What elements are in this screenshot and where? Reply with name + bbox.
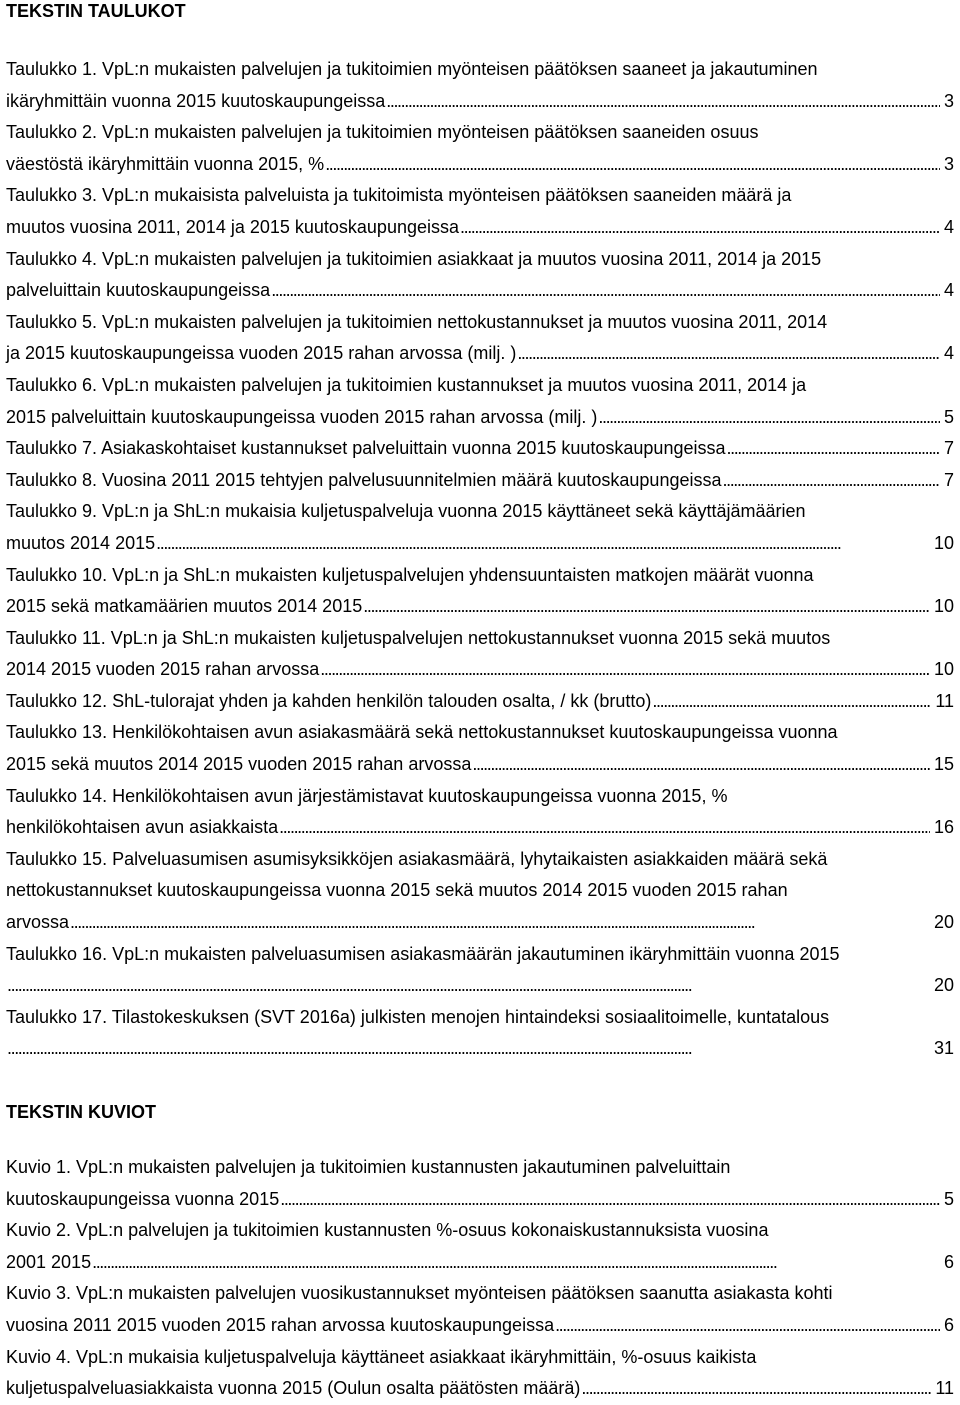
figure-entry-page-number: 6 (943, 1314, 954, 1335)
table-entry-title: Taulukko 5. VpL:n mukaisten palvelujen ja tukitoimien nettokustannukset ja muutos vuosina 2011, 2014 (6, 311, 828, 332)
dot-leader (279, 812, 930, 844)
table-entry-title: Taulukko 16. VpL:n mukaisten palveluasumisen asiakasmäärän jakautuminen ikäryhmittäin vuonna 2015 (6, 943, 840, 964)
dot-leader (271, 275, 940, 307)
toc-line (6, 1342, 954, 1374)
table-entry-title: väestöstä ikäryhmittäin vuonna 2015, % (6, 153, 325, 174)
figure-entry-title: Kuvio 1. VpL:n mukaisten palvelujen ja tukitoimien kustannusten jakautuminen palveluittain (6, 1157, 731, 1177)
table-entry[interactable] (6, 1002, 954, 1065)
toc-line (6, 1310, 954, 1342)
figure-entry-page-number: 5 (943, 1188, 954, 1209)
table-entry[interactable] (6, 939, 954, 1002)
figure-entry-title: kuutoskaupungeissa vuonna 2015 (6, 1188, 280, 1209)
table-entry-title: 2015 sekä muutos 2014 2015 vuoden 2015 rahan arvossa (6, 754, 472, 775)
table-entry[interactable] (6, 686, 954, 718)
table-entry-title: Taulukko 4. VpL:n mukaisten palvelujen ja tukitoimien asiakkaat ja muutos vuosina 2011, 2014 ja 2015 (6, 248, 822, 269)
table-entry-page-number: 3 (943, 153, 954, 174)
figure-entry[interactable] (6, 1278, 954, 1341)
dot-leader (280, 1184, 940, 1216)
figure-entry-page-number: 11 (935, 1378, 954, 1399)
table-entry-title: nettokustannukset kuutoskaupungeissa vuonna 2015 sekä muutos 2014 2015 vuoden 2015 rahan (6, 880, 788, 901)
table-entry-page-number: 10 (933, 596, 954, 617)
table-entry-page-number: 20 (933, 975, 954, 996)
table-entry[interactable] (6, 54, 954, 117)
table-entry-title: Taulukko 10. VpL:n ja ShL:n mukaisten kuljetuspalvelujen yhdensuuntaisten matkojen määrät vuonna (6, 564, 814, 585)
table-entry[interactable] (6, 370, 954, 433)
dot-leader (320, 654, 930, 686)
figure-entry[interactable] (6, 1152, 954, 1215)
table-entry-title: ikäryhmittäin vuonna 2015 kuutoskaupungeissa (6, 90, 386, 111)
figure-entry[interactable] (6, 1342, 954, 1405)
table-entry-title: Taulukko 6. VpL:n mukaisten palvelujen ja tukitoimien kustannukset ja muutos vuosina 2011, 2014 ja (6, 374, 807, 395)
table-entry-page-number: 4 (943, 280, 954, 301)
table-entry[interactable] (6, 560, 954, 623)
toc-line (6, 970, 954, 1002)
toc-line (6, 465, 954, 497)
table-entry-title: Taulukko 14. Henkilökohtaisen avun järjestämistavat kuutoskaupungeissa vuonna 2015, % (6, 785, 728, 806)
table-entry-title: Taulukko 17. Tilastokeskuksen (SVT 2016a) julkisten menojen hintaindeksi sosiaalitoimelle, kuntatalous (6, 1006, 830, 1027)
toc-line (6, 844, 954, 876)
table-entry-page-number: 7 (943, 438, 954, 459)
dot-leader (92, 1247, 940, 1279)
toc-line (6, 1152, 954, 1184)
dot-leader (652, 686, 931, 718)
table-entry-title: Taulukko 7. Asiakaskohtaiset kustannukset palveluittain vuonna 2015 kuutoskaupungeissa (6, 438, 726, 459)
dot-leader (156, 528, 930, 560)
table-entry-title: muutos 2014 2015 (6, 532, 156, 553)
table-entry-page-number: 3 (943, 90, 954, 111)
dot-leader (325, 149, 940, 181)
figure-entry-title: Kuvio 2. VpL:n palvelujen ja tukitoimien kustannusten %-osuus kokonaiskustannuksista vuosina (6, 1220, 769, 1241)
table-entry-title: Taulukko 12. ShL-tulorajat yhden ja kahden henkilön talouden osalta, / kk (brutto) (6, 690, 652, 711)
table-entry-page-number: 4 (943, 216, 954, 237)
table-entry[interactable] (6, 781, 954, 844)
toc-line (6, 117, 954, 149)
toc-line (6, 591, 954, 623)
toc-line (6, 939, 954, 971)
table-entry-page-number: 16 (933, 817, 954, 838)
table-entry-title: 2014 2015 vuoden 2015 rahan arvossa (6, 659, 320, 680)
table-entry[interactable] (6, 623, 954, 686)
dot-leader (386, 86, 940, 118)
table-entry-title: ja 2015 kuutoskaupungeissa vuoden 2015 rahan arvossa (milj. ) (6, 343, 517, 364)
toc-line (6, 654, 954, 686)
table-entry[interactable] (6, 307, 954, 370)
table-entry-page-number: 7 (943, 469, 954, 490)
table-entry[interactable] (6, 844, 954, 939)
table-entry[interactable] (6, 180, 954, 243)
toc-line (6, 1373, 954, 1405)
tables-heading: TEKSTIN TAULUKOT (6, 1, 186, 21)
dot-leader (517, 338, 940, 370)
figures-toc-list (6, 1152, 954, 1405)
figure-entry-title: Kuvio 4. VpL:n mukaisia kuljetuspalveluja käyttäneet asiakkaat ikäryhmittäin, %-osuus kaikista (6, 1346, 757, 1367)
toc-line (6, 1247, 954, 1279)
toc-line (6, 338, 954, 370)
toc-line (6, 717, 954, 749)
table-entry-title: Taulukko 2. VpL:n mukaisten palvelujen ja tukitoimien myönteisen päätöksen saaneiden osuus (6, 122, 759, 143)
dot-leader (598, 402, 940, 434)
table-entry-title: Taulukko 15. Palveluasumisen asumisyksikköjen asiakasmäärä, lyhytaikaisten asiakkaiden määrä sekä (6, 848, 828, 869)
toc-line (6, 402, 954, 434)
toc-line (6, 1033, 954, 1065)
table-entry-title: Taulukko 13. Henkilökohtaisen avun asiakasmäärä sekä nettokustannukset kuutoskaupungeissa vuonna (6, 722, 838, 743)
toc-line (6, 496, 954, 528)
dot-leader (7, 1033, 930, 1065)
table-entry-title: Taulukko 11. VpL:n ja ShL:n mukaisten kuljetuspalvelujen nettokustannukset vuonna 2015 sekä muutos (6, 627, 831, 648)
table-entry-page-number: 11 (935, 690, 954, 711)
dot-leader (726, 433, 940, 465)
toc-line (6, 1002, 954, 1034)
toc-line (6, 1215, 954, 1247)
figure-entry-page-number: 6 (943, 1251, 954, 1272)
table-entry-title: henkilökohtaisen avun asiakkaista (6, 817, 279, 838)
figure-entry-title: kuljetuspalveluasiakkaista vuonna 2015 (Oulun osalta päätösten määrä) (6, 1378, 581, 1399)
table-entry[interactable] (6, 496, 954, 559)
toc-line (6, 54, 954, 86)
table-entry[interactable] (6, 117, 954, 180)
toc-line (6, 370, 954, 402)
table-entry-page-number: 4 (943, 343, 954, 364)
toc-line (6, 907, 954, 939)
dot-leader (460, 212, 940, 244)
toc-line (6, 812, 954, 844)
tables-toc-list (6, 54, 954, 1065)
table-entry-page-number: 10 (933, 659, 954, 680)
dot-leader (363, 591, 930, 623)
table-entry-title: Taulukko 1. VpL:n mukaisten palvelujen ja tukitoimien myönteisen päätöksen saaneet ja jakautuminen (6, 59, 818, 79)
table-entry-page-number: 20 (933, 912, 954, 933)
toc-line (6, 275, 954, 307)
toc-line (6, 623, 954, 655)
table-entry-page-number: 31 (933, 1038, 954, 1059)
table-entry-title: palveluittain kuutoskaupungeissa (6, 280, 271, 301)
table-entry[interactable] (6, 717, 954, 780)
table-entry[interactable] (6, 465, 954, 497)
table-entry-title: Taulukko 9. VpL:n ja ShL:n mukaisia kuljetuspalveluja vuonna 2015 käyttäneet sekä käyttäjämäärien (6, 501, 806, 522)
toc-line (6, 686, 954, 718)
toc-line (6, 212, 954, 244)
table-entry-page-number: 15 (933, 754, 954, 775)
dot-leader (581, 1373, 931, 1405)
figure-entry-title: Kuvio 3. VpL:n mukaisten palvelujen vuosikustannukset myönteisen päätöksen saanutta asiakasta kohti (6, 1283, 833, 1304)
table-entry-title: 2015 palveluittain kuutoskaupungeissa vuoden 2015 rahan arvossa (milj. ) (6, 406, 598, 427)
toc-line (6, 781, 954, 813)
table-entry-title: Taulukko 8. Vuosina 2011 2015 tehtyjen palvelusuunnitelmien määrä kuutoskaupungeissa (6, 469, 722, 490)
toc-line (6, 875, 954, 907)
table-entry-title: Taulukko 3. VpL:n mukaisista palveluista ja tukitoimista myönteisen päätöksen saaneiden määrä ja (6, 185, 792, 206)
table-entry-page-number: 5 (943, 406, 954, 427)
table-entry[interactable] (6, 244, 954, 307)
toc-line (6, 433, 954, 465)
toc-line (6, 560, 954, 592)
table-entry-title: muutos vuosina 2011, 2014 ja 2015 kuutoskaupungeissa (6, 216, 459, 237)
toc-line (6, 1184, 954, 1216)
toc-line (6, 749, 954, 781)
dot-leader (472, 749, 930, 781)
toc-line (6, 86, 954, 118)
dot-leader (70, 907, 930, 939)
table-entry[interactable] (6, 433, 954, 465)
toc-line (6, 1278, 954, 1310)
toc-line (6, 180, 954, 212)
toc-line (6, 307, 954, 339)
table-entry-page-number: 10 (933, 532, 954, 553)
figures-heading: TEKSTIN KUVIOT (6, 1102, 157, 1122)
toc-line (6, 244, 954, 276)
dot-leader (722, 465, 940, 497)
table-entry-title: 2015 sekä matkamäärien muutos 2014 2015 (6, 596, 363, 617)
dot-leader (555, 1310, 940, 1342)
figure-entry-title: vuosina 2011 2015 vuoden 2015 rahan arvossa kuutoskaupungeissa (6, 1314, 555, 1335)
dot-leader (7, 970, 930, 1002)
figure-entry-title: 2001 2015 (6, 1251, 92, 1272)
table-entry-title: arvossa (6, 912, 70, 933)
toc-line (6, 528, 954, 560)
toc-line (6, 149, 954, 181)
figure-entry[interactable] (6, 1215, 954, 1278)
